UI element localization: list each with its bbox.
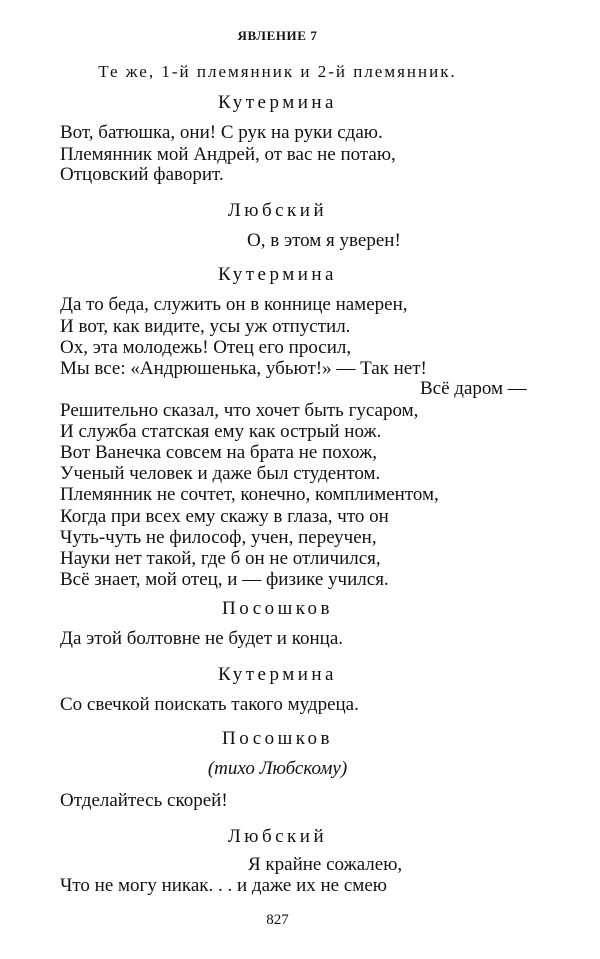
speaker-name: Любский xyxy=(227,200,328,221)
speaker-name: Любский xyxy=(227,826,328,847)
speaker-name: Кутермина xyxy=(218,264,337,285)
verse-line: О, в этом я уверен! xyxy=(247,230,401,251)
verse-line: Да этой болтовне не будет и конца. xyxy=(60,628,343,649)
verse-line: Я крайне сожалею, xyxy=(248,854,403,875)
verse-line: Что не могу никак. . . и даже их не смею xyxy=(60,875,387,896)
stage-note: (тихо Любскому) xyxy=(207,758,348,779)
verse-line: Когда при всех ему скажу в глаза, что он xyxy=(60,506,389,527)
verse-line: Отцовский фаворит. xyxy=(60,164,224,185)
speaker-name: Посошков xyxy=(222,598,333,619)
verse-line: Ох, эта молодежь! Отец его просил, xyxy=(60,337,352,358)
verse-line: Со свечкой поискать такого мудреца. xyxy=(60,694,359,715)
verse-line: Вот Ванечка совсем на брата не похож, xyxy=(60,442,377,463)
speaker-name: Кутермина xyxy=(218,92,337,113)
verse-line: Отделайтесь скорей! xyxy=(60,790,228,811)
verse-line: Племянник не сочтет, конечно, комплиментом, xyxy=(60,484,439,505)
scene-title: ЯВЛЕНИЕ 7 xyxy=(237,28,318,43)
page-number: 827 xyxy=(266,912,289,928)
speaker-name: Кутермина xyxy=(218,664,337,685)
verse-line: Мы все: «Андрюшенька, убьют!» — Так нет! xyxy=(60,358,427,379)
verse-line: Племянник мой Андрей, от вас не потаю, xyxy=(60,144,396,165)
verse-line: Вот, батюшка, они! С рук на руки сдаю. xyxy=(60,122,383,143)
verse-line: Да то беда, служить он в коннице намерен, xyxy=(60,294,408,315)
verse-line: Ученый человек и даже был студентом. xyxy=(60,463,381,484)
verse-line: Решительно сказал, что хочет быть гусаром, xyxy=(60,400,419,421)
verse-line: Всё знает, мой отец, и — физике учился. xyxy=(60,569,389,590)
stage-direction: Те же, 1-й племянник и 2-й племянник. xyxy=(98,62,457,81)
verse-line: Чуть-чуть не философ, учен, переучен, xyxy=(60,527,377,548)
verse-line: Науки нет такой, где б он не отличился, xyxy=(60,548,381,569)
speaker-name: Посошков xyxy=(222,728,333,749)
verse-line: Всё даром — xyxy=(420,378,527,399)
verse-line: И вот, как видите, усы уж отпустил. xyxy=(60,316,351,337)
verse-line: И служба статская ему как острый нож. xyxy=(60,421,382,442)
